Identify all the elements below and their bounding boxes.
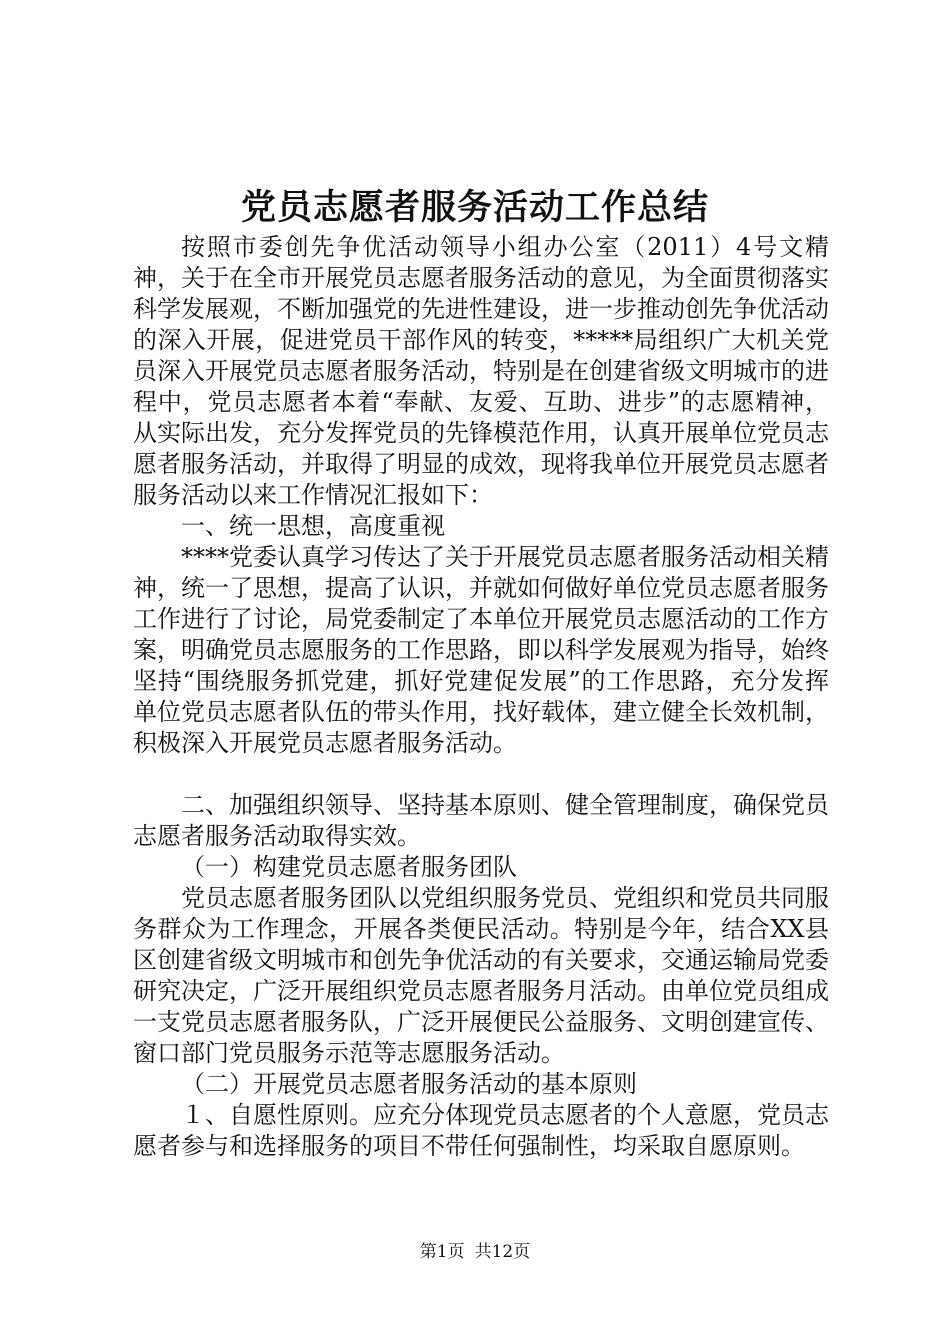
section-heading-1: 一、统一思想，高度重视 [181, 512, 445, 540]
subsection-1-paragraph: 党员志愿者服务团队以党组织服务党员、党组织和党员共同服务群众为工作理念，开展各类便民活动。特别是今年，结合XX县区创建省级文明城市和创先争优活动的有关要求，交通运输局党委研究决定，广泛开展组织党员志愿者服务月活动。由单位党员组成一支党员志愿者服务队，广泛开展便民公益服务、文明创建宣传、窗口部门党员服务示范等志愿服务活动。 [133, 884, 829, 1067]
paragraph-gap [133, 759, 829, 790]
section-heading-2: 二、加强组织领导、坚持基本原则、健全管理制度，确保党员志愿者服务活动取得实效。 [133, 791, 829, 850]
section-1-paragraph: ****党委认真学习传达了关于开展党员志愿者服务活动相关精神，统一了思想，提高了认识，并就如何做好单位党员志愿者服务工作进行了讨论，局党委制定了本单位开展党员志愿活动的工作方案，明确党员志愿服务的工作思路，即以科学发展观为指导，始终坚持“围绕服务抓党建，抓好党建促发展”的工作思路，充分发挥单位党员志愿者队伍的带头作用，找好载体，建立健全长效机制，积极深入开展党员志愿者服务活动。 [133, 543, 829, 757]
principle-1-paragraph: １、自愿性原则。应充分体现党员志愿者的个人意愿，党员志愿者参与和选择服务的项目不带任何强制性，均采取自愿原则。 [133, 1101, 829, 1160]
document-body [133, 232, 829, 1162]
page-number: 第1页 [419, 1242, 465, 1262]
page-total: 共12页 [474, 1242, 531, 1262]
intro-paragraph: 按照市委创先争优活动领导小组办公室（2011）4号文精神，关于在全市开展党员志愿者服务活动的意见，为全面贯彻落实科学发展观，不断加强党的先进性建设，进一步推动创先争优活动的深入开展，促进党员干部作风的转变，*****局组织广大机关党员深入开展党员志愿者服务活动，特别是在创建省级文明城市的进程中，党员志愿者本着“奉献、友爱、互助、进步”的志愿精神，从实际出发，充分发挥党员的先锋模范作用，认真开展单位党员志愿者服务活动，并取得了明显的成效，现将我单位开展党员志愿者服务活动以来工作情况汇报如下： [133, 233, 829, 509]
subsection-heading-1: （一）构建党员志愿者服务团队 [181, 853, 517, 881]
document-title: 党员志愿者服务活动工作总结 [240, 187, 709, 228]
subsection-heading-2: （二）开展党员志愿者服务活动的基本原则 [181, 1070, 637, 1098]
page-footer [0, 1240, 950, 1264]
